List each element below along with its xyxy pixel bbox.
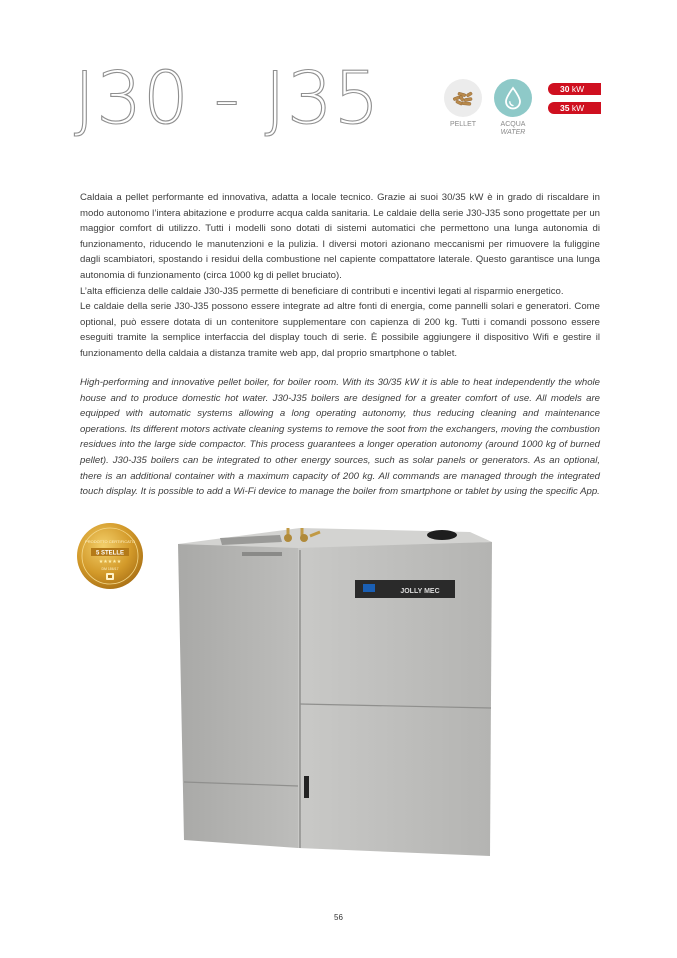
brand-label: JOLLY MEC: [400, 588, 440, 595]
page-title: J30 - J35: [74, 56, 381, 140]
power-badge-30: [548, 83, 601, 95]
italian-paragraph: L’alta efficienza delle caldaie J30-J35 permette di beneficiare di contributi e incentivi legati al risparmio energetico.: [80, 285, 564, 297]
medal-bottom-text: DM 186/17: [101, 567, 119, 571]
page-number: 56: [334, 913, 343, 922]
english-description: High-performing and innovative pellet boiler, for boiler room. With its 30/35 kW it is able to heat independently the whole house and to produce domestic hot water. J30-J35 boilers are designed for a greater comfort of use. All models are equipped with automatic systems allowing a long operating autonomy, thus reducing cleaning and maintenance operations. Its different motors activate cleaning systems to remove the soot from the exchangers, moving the combustion residues into the large side compactor. This process guarantees a longer operation autonomy (around 1000 kg of burned pellet). J30-J35 boilers can be integrated to other energy sources, such as solar panels or generators. As an optional, there is an additional container with a maximum capacity of 200 kg. All commands are managed through the integrated touch display. It is possible to add a Wi-Fi device to manage the boiler from smartphone or tablet by using the specific App.: [80, 377, 600, 498]
water-label-en: WATER: [500, 129, 526, 136]
power-badge-35: [548, 102, 601, 114]
power-badge-value: 35: [560, 103, 570, 113]
power-badge-unit: kW: [571, 103, 585, 113]
medal-top-text: PRODOTTO CERTIFICATO: [85, 539, 135, 544]
water-label: [488, 121, 538, 137]
italian-description: [80, 190, 600, 362]
water-label-it: ACQUA: [500, 121, 526, 128]
certification-medal-icon: [76, 522, 144, 590]
medal-rating-text: 5 STELLE: [95, 550, 125, 557]
water-drop-icon: [494, 79, 532, 117]
power-badge-unit: kW: [571, 84, 585, 94]
stars-icon: ★★★★★: [98, 559, 122, 565]
italian-paragraph: Caldaia a pellet performante ed innovativa, adatta a locale tecnico. Grazie ai suoi 30/35 kW è in grado di riscaldare in modo autonomo l’intera abitazione e produrre acqua calda sanitaria. Le caldaie della serie J30-J35 sono progettate per un maggior comfort di utilizzo. Tutti i modelli sono dotati di sistemi automatici che permettono una lunga autonomia di funzionamento, riducendo le manutenzioni e la pulizia. I diversi motori azionano meccanismi per rimuovere la fuliggine dagli scambiatori, spostando i residui della combustione nel capiente compattatore laterale. Questo garantisce una lunga autonomia di funzionamento (circa 1000 kg di pellet bruciato).: [80, 192, 600, 281]
boiler-image: [170, 528, 520, 858]
italian-paragraph: Le caldaie della serie J30-J35 possono essere integrate ad altre fonti di energia, come pannelli solari e generatori. Come optional, può essere dotata di un contenitore supplementare con capienza di 200 kg. Tutti i comandi possono essere eseguiti tramite la semplice interfaccia del display touch di serie. È possibile aggiungere il dispositivo Wifi e gestire il funzionamento della caldaia a distanza tramite web app, dal proprio smartphone o tablet.: [80, 301, 600, 359]
pellet-label: PELLET: [449, 121, 477, 128]
pellet-icon: [444, 79, 482, 117]
power-badge-value: 30: [560, 84, 570, 94]
